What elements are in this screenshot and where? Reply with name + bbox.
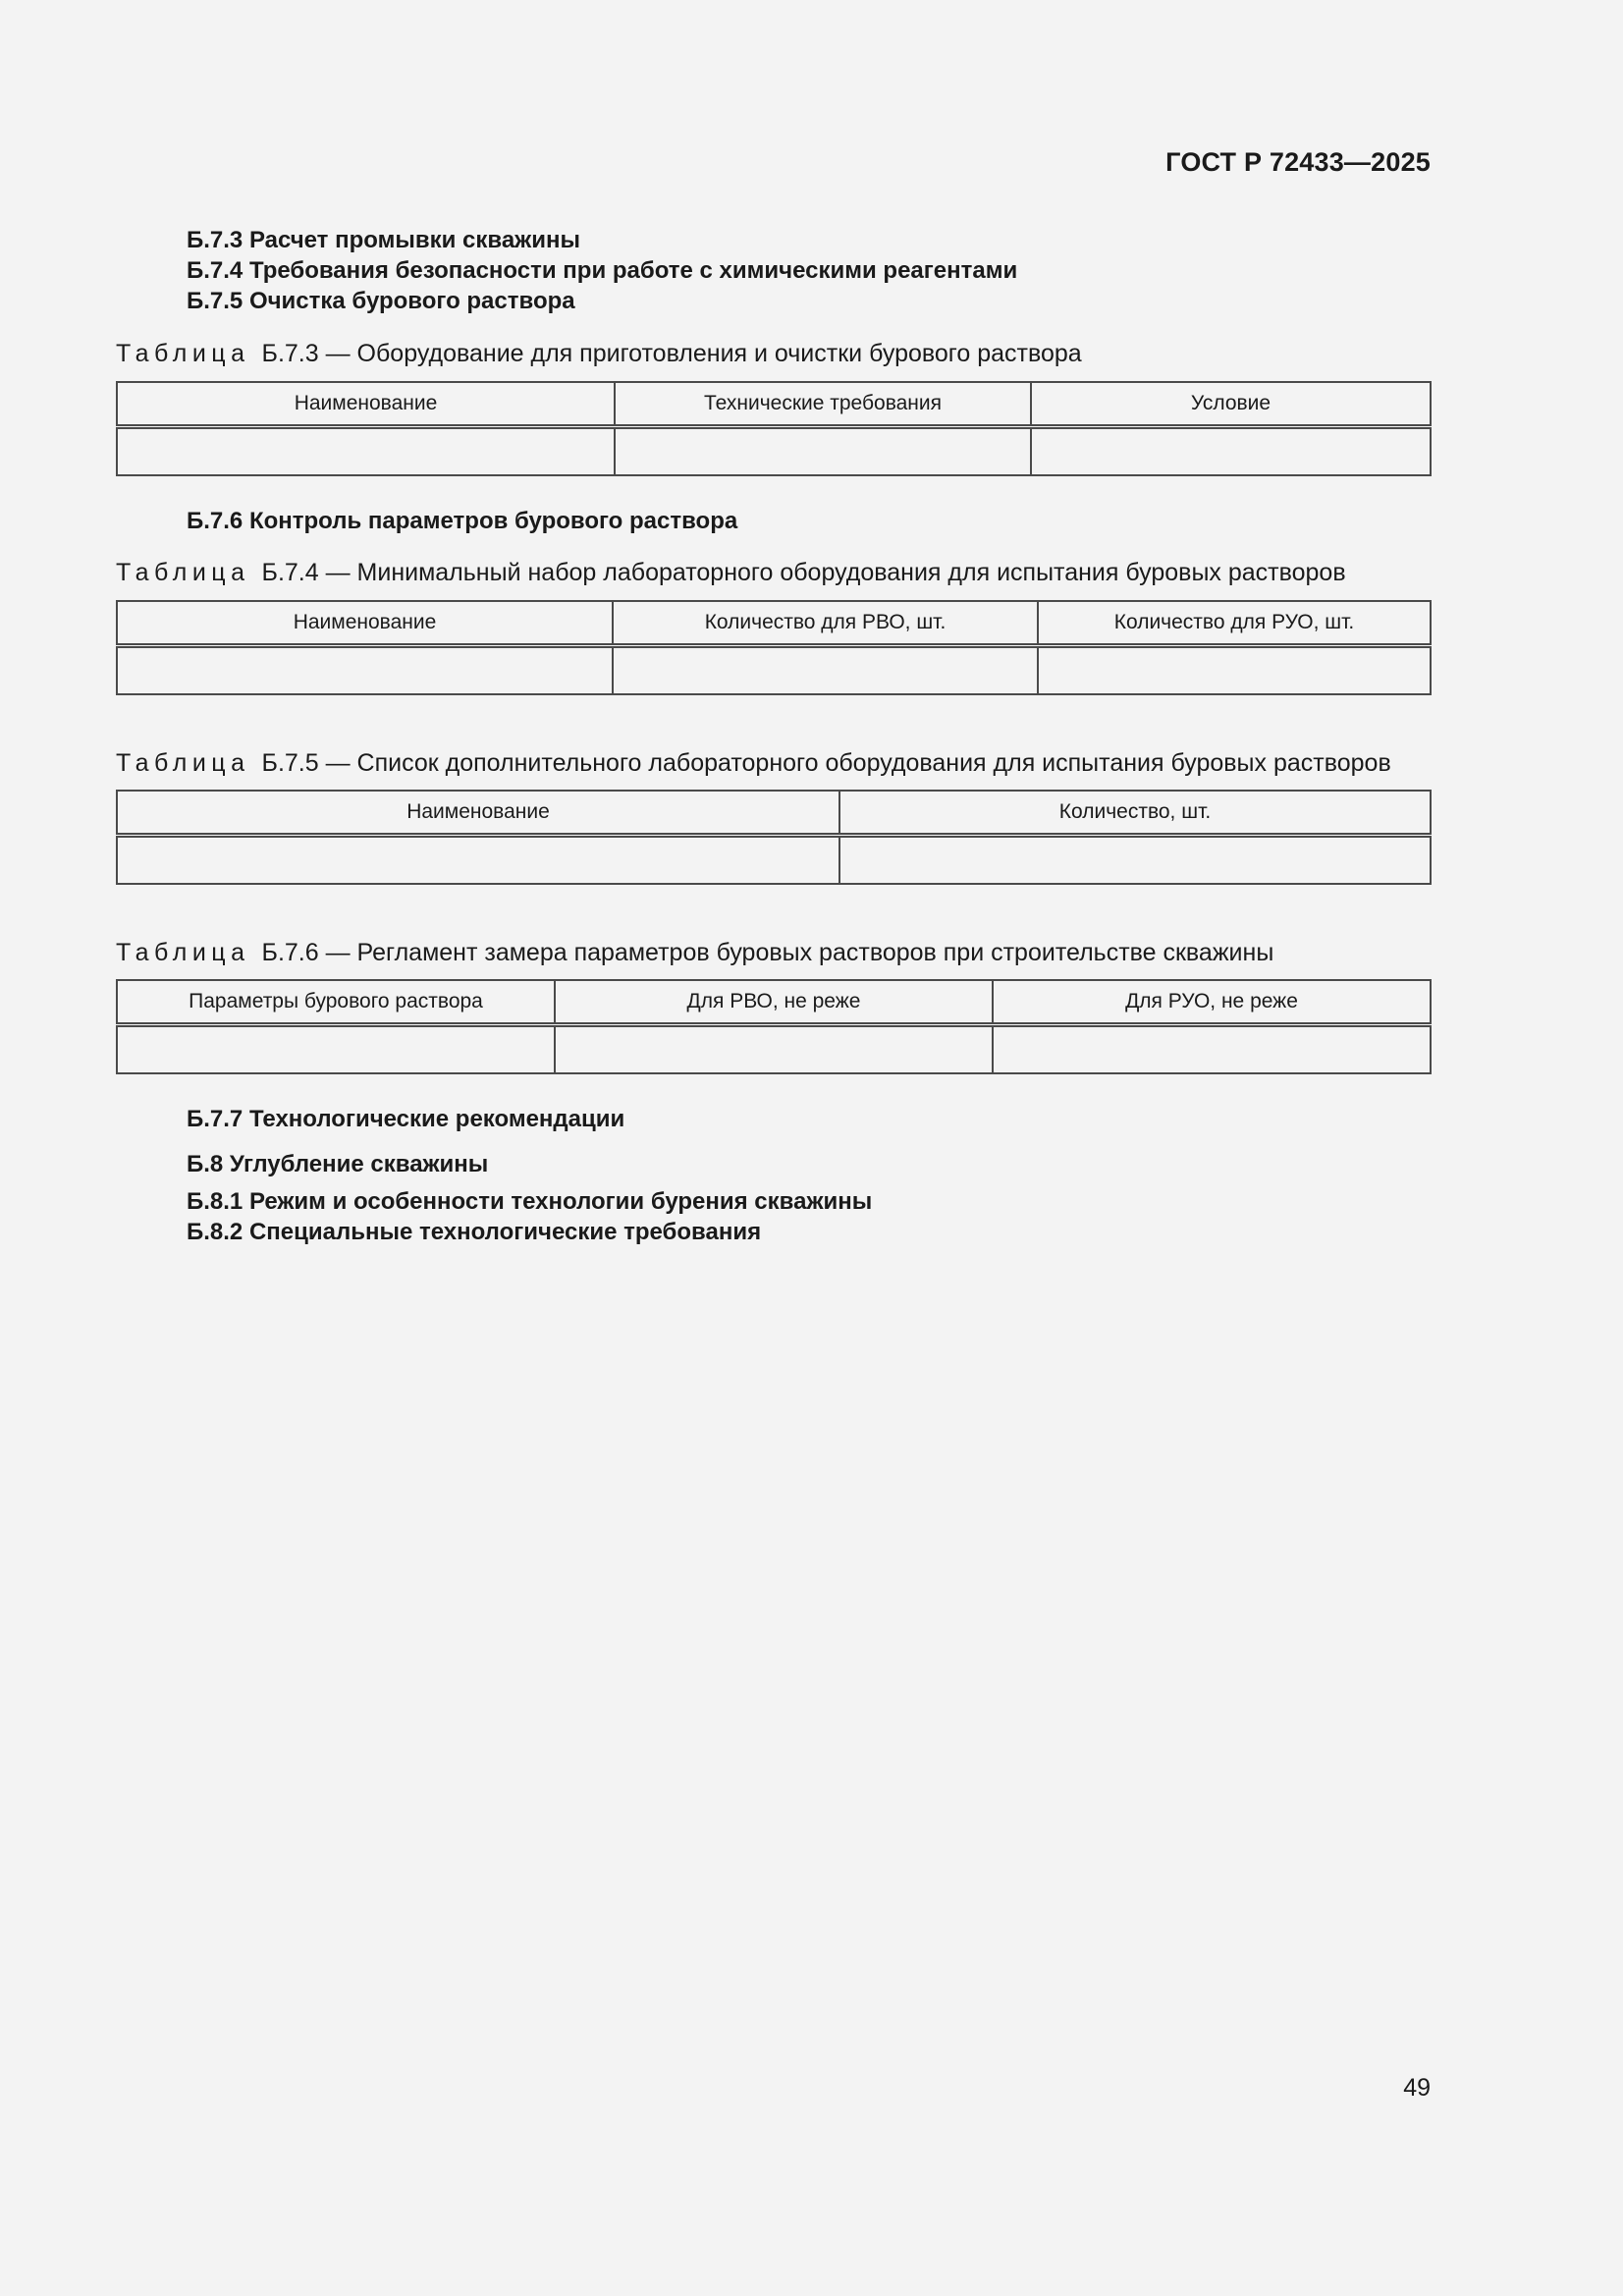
column-header: Количество для РВО, шт. (613, 601, 1038, 646)
table-cell (117, 1025, 555, 1074)
table-cell (839, 836, 1431, 885)
table-row (117, 836, 1431, 885)
table-cell (993, 1025, 1431, 1074)
table-header-row (117, 601, 1431, 646)
heading-b75: Б.7.5 Очистка бурового раствора (187, 288, 575, 314)
table-cell (615, 427, 1031, 476)
caption-prefix: Таблица (116, 340, 250, 367)
table-header-row (117, 980, 1431, 1025)
page-number: 49 (1403, 2074, 1431, 2102)
table-cell (555, 1025, 993, 1074)
table-header-row (117, 791, 1431, 836)
table-b74-caption (116, 558, 1346, 587)
column-header: Количество, шт. (839, 791, 1431, 836)
column-header: Для РВО, не реже (555, 980, 993, 1025)
heading-b74: Б.7.4 Требования безопасности при работе с химическими реагентами (187, 257, 1018, 284)
table-cell (117, 427, 615, 476)
caption-text: Б.7.3 — Оборудование для приготовления и очистки бурового раствора (261, 340, 1082, 367)
column-header: Условие (1031, 382, 1431, 427)
column-header: Наименование (117, 601, 613, 646)
heading-b77: Б.7.7 Технологические рекомендации (187, 1106, 625, 1132)
table-b76-caption (116, 938, 1273, 967)
document-code: ГОСТ Р 72433—2025 (1165, 147, 1431, 177)
heading-b82: Б.8.2 Специальные технологические требования (187, 1219, 762, 1245)
table-b75 (116, 790, 1432, 885)
heading-b76: Б.7.6 Контроль параметров бурового раствора (187, 508, 738, 534)
table-row (117, 646, 1431, 695)
column-header: Параметры бурового раствора (117, 980, 555, 1025)
table-cell (1038, 646, 1431, 695)
table-b73-caption (116, 339, 1082, 368)
column-header: Наименование (117, 382, 615, 427)
table-b73 (116, 381, 1432, 476)
table-cell (613, 646, 1038, 695)
caption-prefix: Таблица (116, 939, 250, 966)
column-header: Для РУО, не реже (993, 980, 1431, 1025)
column-header: Технические требования (615, 382, 1031, 427)
table-cell (117, 836, 839, 885)
table-b74 (116, 600, 1432, 695)
table-cell (117, 646, 613, 695)
table-row (117, 427, 1431, 476)
heading-b81: Б.8.1 Режим и особенности технологии бурения скважины (187, 1188, 873, 1215)
table-header-row (117, 382, 1431, 427)
caption-prefix: Таблица (116, 559, 250, 586)
heading-b73: Б.7.3 Расчет промывки скважины (187, 227, 580, 253)
column-header: Наименование (117, 791, 839, 836)
heading-b8: Б.8 Углубление скважины (187, 1151, 489, 1177)
table-cell (1031, 427, 1431, 476)
caption-text: Б.7.6 — Регламент замера параметров буровых растворов при строительстве скважины (261, 939, 1274, 966)
caption-text: Б.7.4 — Минимальный набор лабораторного оборудования для испытания буровых растворов (261, 559, 1346, 586)
column-header: Количество для РУО, шт. (1038, 601, 1431, 646)
caption-prefix: Таблица (116, 749, 250, 777)
table-b76 (116, 979, 1432, 1074)
table-row (117, 1025, 1431, 1074)
caption-text: Б.7.5 — Список дополнительного лабораторного оборудования для испытания буровых растворов (261, 749, 1391, 777)
table-b75-caption (116, 748, 1391, 778)
